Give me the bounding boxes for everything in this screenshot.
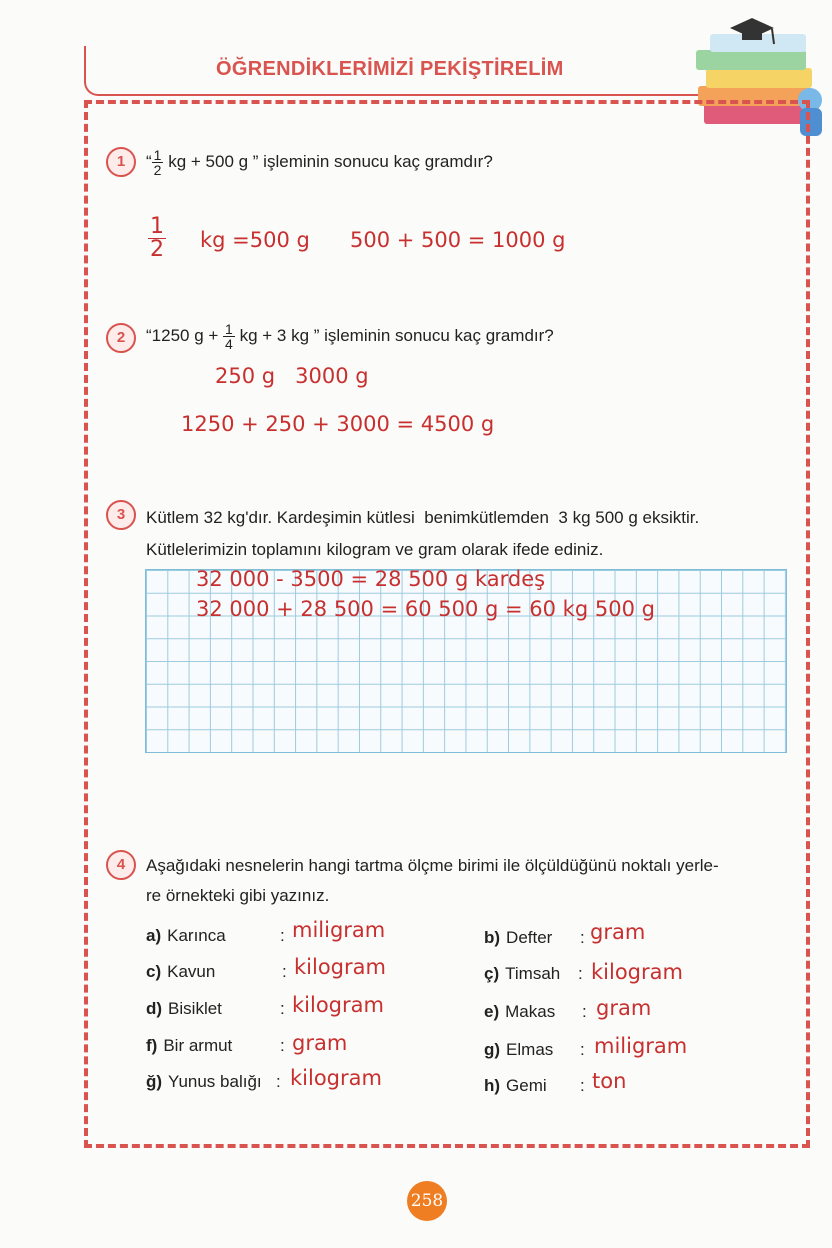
colon: : <box>276 1072 281 1091</box>
list-item: g) Elmas <box>484 1040 554 1059</box>
answer-timsah: kilogram <box>591 960 683 984</box>
answer-gemi: ton <box>592 1069 627 1093</box>
colon: : <box>282 962 287 981</box>
question-number-1: 1 <box>106 147 136 177</box>
list-item: e) Makas <box>484 1002 556 1021</box>
list-item: c) Kavun <box>146 962 216 981</box>
question-2-text: “1250 g + $\frac{1}{4}$ kg + 3 kg ” işleminin sonucu kaç gramdır? <box>146 321 554 352</box>
answer-kavun: kilogram <box>294 955 386 979</box>
question-3-line1: Kütlem 32 kg'dır. Kardeşimin kütlesi benimkütlemden 3 kg 500 g eksiktir. <box>146 508 700 527</box>
answer-bir-armut: gram <box>292 1031 348 1055</box>
question-1-answer-part1: kg =500 g <box>200 228 310 252</box>
question-4-line2: re örnekteki gibi yazınız. <box>146 886 330 905</box>
question-1-text: “ $\frac{1}{2}$ kg + 500 g ” işleminin sonucu kaç gramdır? <box>146 147 493 178</box>
fraction-one-half: $\frac{1}{2}$ <box>153 147 162 178</box>
list-item: h) Gemi <box>484 1076 547 1095</box>
question-4-line1: Aşağıdaki nesnelerin hangi tartma ölçme birimi ile ölçüldüğünü noktalı yerle- <box>146 856 719 875</box>
list-item: ç) Timsah <box>484 964 561 983</box>
list-item: f) Bir armut <box>146 1036 233 1055</box>
answer-defter: gram <box>590 920 646 944</box>
question-1-answer-part2: 500 + 500 = 1000 g <box>350 228 566 252</box>
list-item: b) Defter <box>484 928 553 947</box>
colon: : <box>280 999 285 1018</box>
colon: : <box>280 1036 285 1055</box>
question-number-2: 2 <box>106 323 136 353</box>
colon: : <box>580 1076 585 1095</box>
answer-makas: gram <box>596 996 652 1020</box>
answer-elmas: miligram <box>594 1034 688 1058</box>
colon: : <box>580 1040 585 1059</box>
answer-yunus-baligi: kilogram <box>290 1066 382 1090</box>
question-number-3: 3 <box>106 500 136 530</box>
question-2-answer-line2: 1250 + 250 + 3000 = 4500 g <box>181 412 495 436</box>
fraction-one-quarter: $\frac{1}{4}$ <box>225 321 233 352</box>
colon: : <box>582 1002 587 1021</box>
page-number-badge: 258 <box>407 1181 447 1221</box>
list-item: ğ) Yunus balığı <box>146 1072 262 1091</box>
list-item: a) Karınca <box>146 926 226 945</box>
question-3-line2: Kütlelerimizin toplamını kilogram ve gram olarak ifede ediniz. <box>146 540 604 559</box>
question-number-4: 4 <box>106 850 136 880</box>
colon: : <box>580 928 585 947</box>
colon: : <box>280 926 285 945</box>
question-3-answer-line1: 32 000 - 3500 = 28 500 g kardeş <box>196 567 546 591</box>
list-item: d) Bisiklet <box>146 999 222 1018</box>
answer-karinca: miligram <box>292 918 386 942</box>
question-2-answer-line1: 250 g 3000 g <box>215 364 369 388</box>
colon: : <box>578 964 583 983</box>
question-1-answer-fraction: $\frac{1}{2}$ <box>150 214 164 262</box>
answer-bisiklet: kilogram <box>292 993 384 1017</box>
question-3-answer-line2: 32 000 + 28 500 = 60 500 g = 60 kg 500 g <box>196 597 655 621</box>
page-title: ÖĞRENDİKLERİMİZİ PEKİŞTİRELİM <box>216 58 564 80</box>
